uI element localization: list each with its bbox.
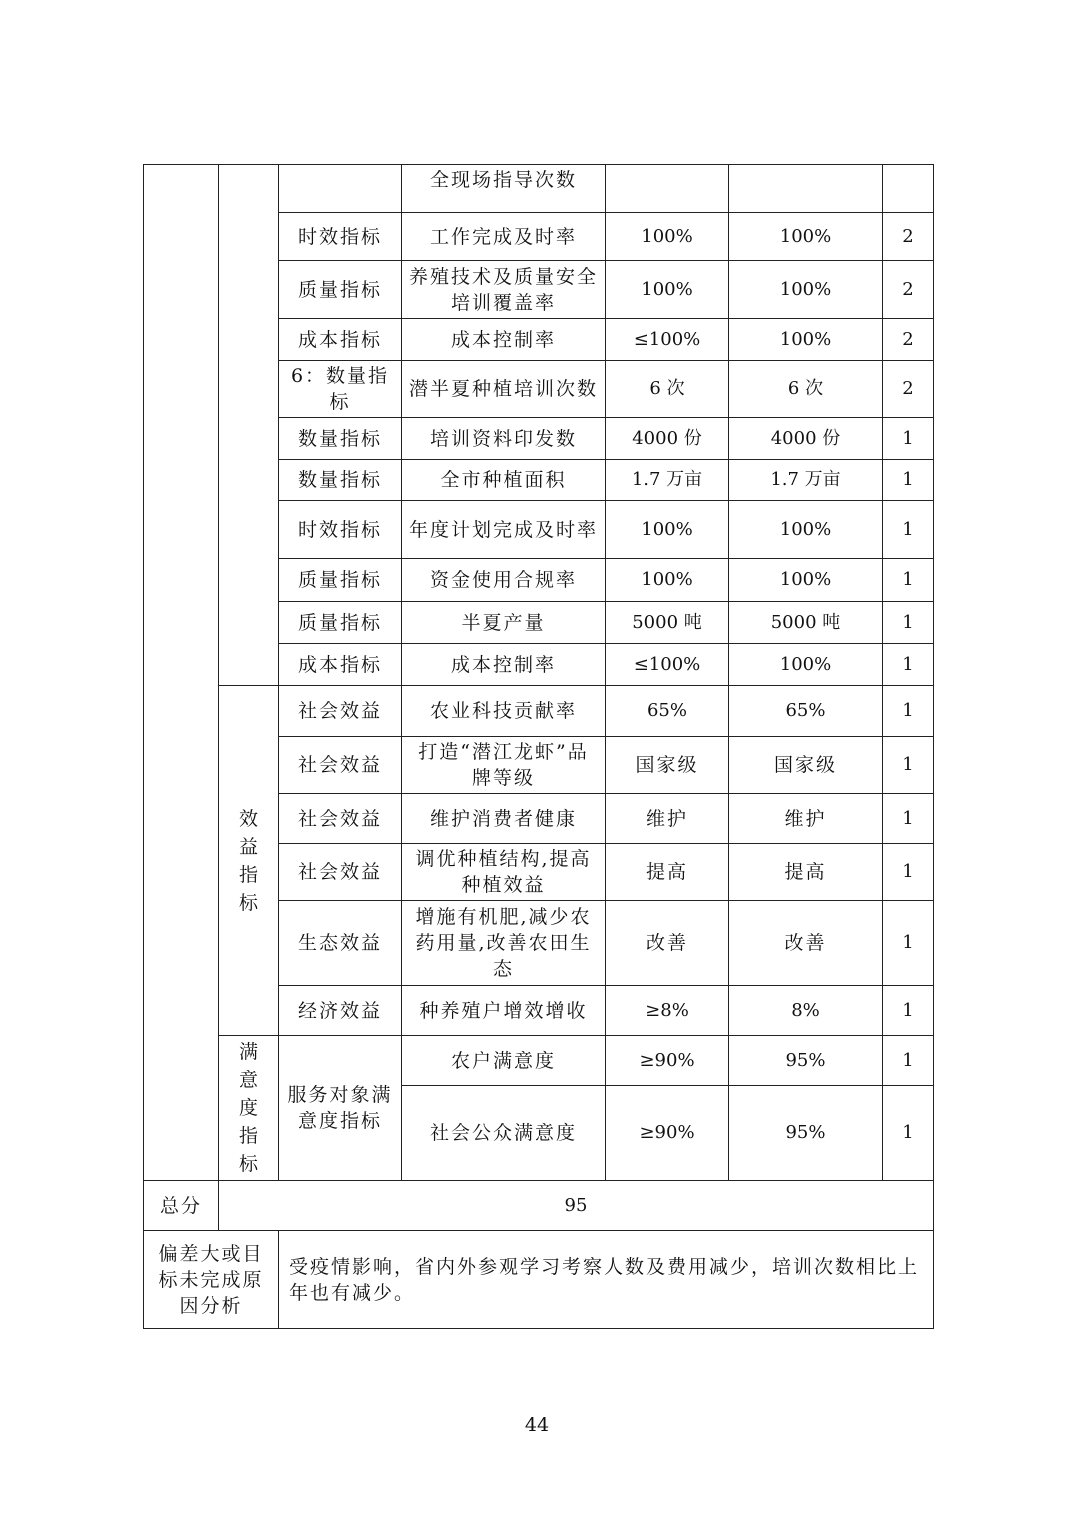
indicator-name: 年度计划完成及时率: [402, 501, 606, 559]
actual-value: 100%: [729, 501, 883, 559]
indicator-type: 成本指标: [279, 319, 402, 361]
score: 1: [883, 1086, 934, 1181]
indicator-type: 社会效益: [279, 737, 402, 794]
target-value: ≤100%: [606, 644, 729, 686]
indicator-name: 成本控制率: [402, 644, 606, 686]
actual-value: 100%: [729, 261, 883, 319]
score: 2: [883, 261, 934, 319]
target-value: ≥90%: [606, 1036, 729, 1086]
target-value: ≥8%: [606, 986, 729, 1036]
score: 1: [883, 602, 934, 644]
actual-value: 国家级: [729, 737, 883, 794]
target-value: 改善: [606, 901, 729, 986]
target-value: 国家级: [606, 737, 729, 794]
indicator-type: 质量指标: [279, 602, 402, 644]
target-value: 4000 份: [606, 418, 729, 460]
indicator-type: 成本指标: [279, 644, 402, 686]
target-value: 100%: [606, 559, 729, 602]
deviation-label: 偏差大或目标未完成原因分析: [144, 1231, 279, 1329]
table-row: [144, 1036, 934, 1086]
actual-value: 65%: [729, 686, 883, 737]
indicator-type: 社会效益: [279, 794, 402, 844]
target-value: 65%: [606, 686, 729, 737]
actual-value: 100%: [729, 319, 883, 361]
total-label: 总分: [144, 1181, 219, 1231]
target-value: ≥90%: [606, 1086, 729, 1181]
category-cell-blank: [144, 165, 219, 1181]
indicator-type: [279, 165, 402, 213]
indicator-type: 数量指标: [279, 460, 402, 501]
indicator-type: 生态效益: [279, 901, 402, 986]
target-value: 6 次: [606, 361, 729, 418]
score: 1: [883, 1036, 934, 1086]
indicator-name: 资金使用合规率: [402, 559, 606, 602]
score: 1: [883, 901, 934, 986]
score: 1: [883, 644, 934, 686]
score: 1: [883, 418, 934, 460]
target-value: 100%: [606, 213, 729, 261]
actual-value: 100%: [729, 559, 883, 602]
indicator-name: 农户满意度: [402, 1036, 606, 1086]
performance-table: [143, 164, 934, 1329]
score: 2: [883, 361, 934, 418]
actual-value: 100%: [729, 644, 883, 686]
indicator-name: 全市种植面积: [402, 460, 606, 501]
actual-value: 改善: [729, 901, 883, 986]
page-number: 44: [524, 1414, 550, 1436]
indicator-type: 6：数量指标: [279, 361, 402, 418]
score: 1: [883, 737, 934, 794]
actual-value: 维护: [729, 794, 883, 844]
indicator-type: 时效指标: [279, 213, 402, 261]
indicator-name: 养殖技术及质量安全培训覆盖率: [402, 261, 606, 319]
indicator-type: 时效指标: [279, 501, 402, 559]
indicator-name: 调优种植结构,提高种植效益: [402, 844, 606, 901]
target-value: ≤100%: [606, 319, 729, 361]
actual-value: 6 次: [729, 361, 883, 418]
target-value: 100%: [606, 261, 729, 319]
indicator-name: 打造“潜江龙虾”品牌等级: [402, 737, 606, 794]
actual-value: 8%: [729, 986, 883, 1036]
indicator-type: 质量指标: [279, 261, 402, 319]
score: 1: [883, 986, 934, 1036]
actual-value: 100%: [729, 213, 883, 261]
indicator-name: 培训资料印发数: [402, 418, 606, 460]
target-value: 100%: [606, 501, 729, 559]
indicator-name: 种养殖户增效增收: [402, 986, 606, 1036]
target-value: 1.7 万亩: [606, 460, 729, 501]
indicator-name: 社会公众满意度: [402, 1086, 606, 1181]
score: [883, 165, 934, 213]
indicator-type: 服务对象满意度指标: [279, 1036, 402, 1181]
target-value: 维护: [606, 794, 729, 844]
total-row: [144, 1181, 934, 1231]
score: 1: [883, 686, 934, 737]
indicator-name: 增施有机肥,减少农药用量,改善农田生态: [402, 901, 606, 986]
indicator-type: 数量指标: [279, 418, 402, 460]
indicator-name: 半夏产量: [402, 602, 606, 644]
target-value: 5000 吨: [606, 602, 729, 644]
score: 1: [883, 460, 934, 501]
indicator-name: 工作完成及时率: [402, 213, 606, 261]
deviation-row: [144, 1231, 934, 1329]
deviation-text: 受疫情影响，省内外参观学习考察人数及费用减少，培训次数相比上年也有减少。: [279, 1231, 934, 1329]
indicator-name: 农业科技贡献率: [402, 686, 606, 737]
indicator-type: 社会效益: [279, 844, 402, 901]
target-value: 提高: [606, 844, 729, 901]
target-value: [606, 165, 729, 213]
score: 1: [883, 844, 934, 901]
table-row: [144, 165, 934, 213]
actual-value: 95%: [729, 1086, 883, 1181]
indicator-name: 潜半夏种植培训次数: [402, 361, 606, 418]
score: 1: [883, 794, 934, 844]
output-group-cell-blank: [219, 165, 279, 686]
table-row: [144, 686, 934, 737]
actual-value: 95%: [729, 1036, 883, 1086]
indicator-name: 全现场指导次数: [402, 165, 606, 213]
actual-value: 5000 吨: [729, 602, 883, 644]
score: 1: [883, 501, 934, 559]
actual-value: 提高: [729, 844, 883, 901]
indicator-name: 维护消费者健康: [402, 794, 606, 844]
score: 1: [883, 559, 934, 602]
benefit-indicator-group: 效益指标: [219, 686, 279, 1036]
indicator-type: 经济效益: [279, 986, 402, 1036]
score: 2: [883, 213, 934, 261]
indicator-name: 成本控制率: [402, 319, 606, 361]
actual-value: [729, 165, 883, 213]
actual-value: 4000 份: [729, 418, 883, 460]
actual-value: 1.7 万亩: [729, 460, 883, 501]
satisfaction-indicator-group: 满意度指标: [219, 1036, 279, 1181]
indicator-type: 社会效益: [279, 686, 402, 737]
total-score: 95: [219, 1181, 934, 1231]
score: 2: [883, 319, 934, 361]
indicator-type: 质量指标: [279, 559, 402, 602]
